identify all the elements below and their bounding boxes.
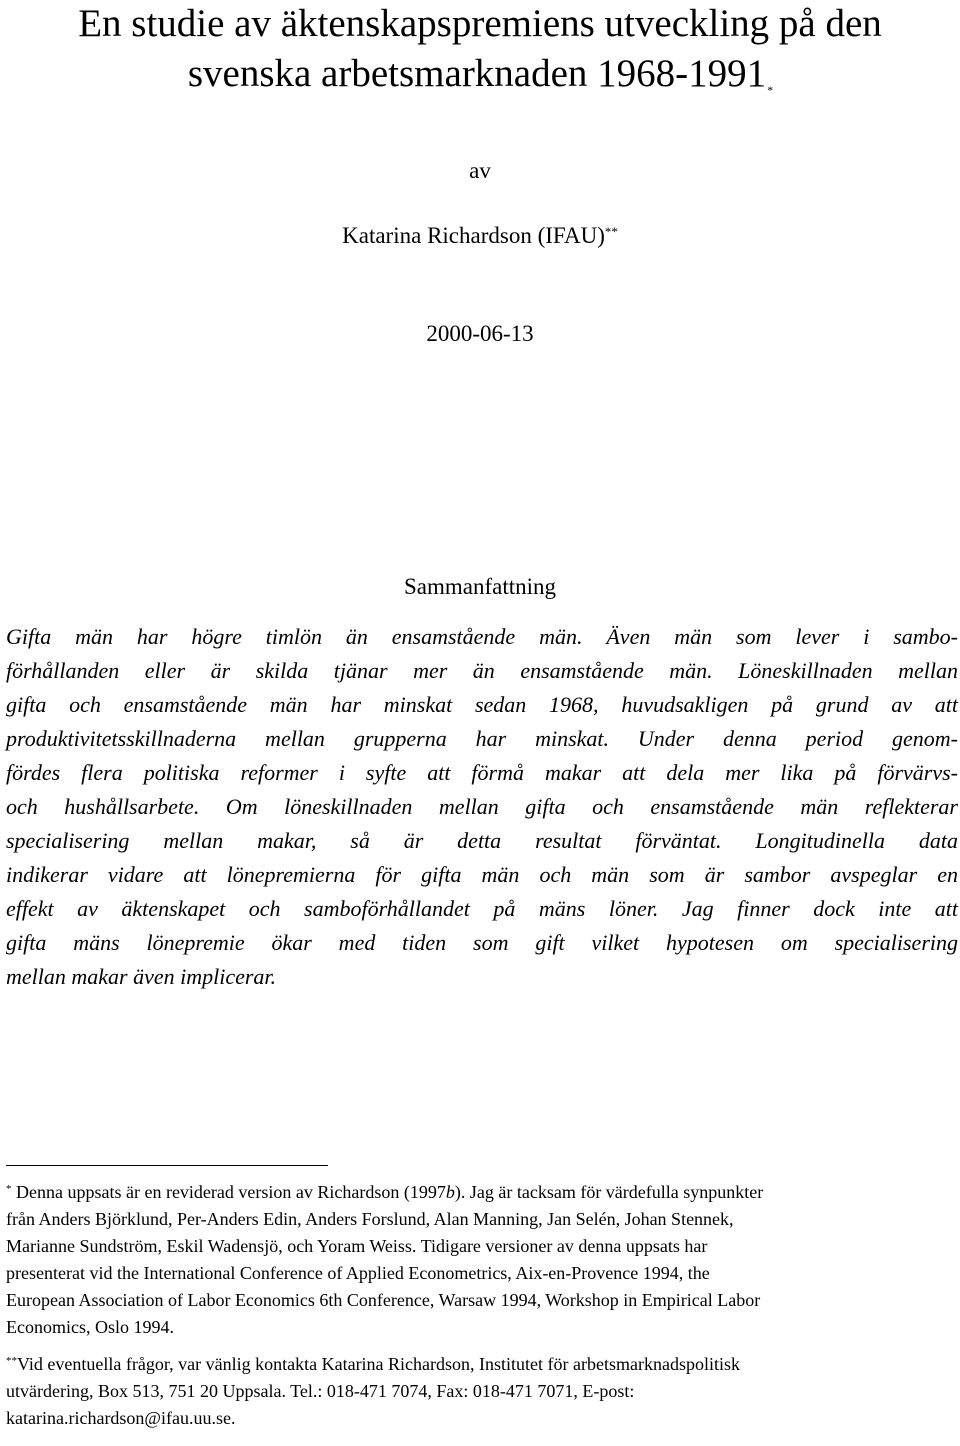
title-footnote-marker: * (767, 83, 774, 97)
footnote-1-line: presenterat vid the International Conference of Applied Econometrics, Aix-en-Provence 1994, the (6, 1263, 710, 1283)
footnote-1-line: från Anders Björklund, Per-Anders Edin, Anders Forslund, Alan Manning, Jan Selén, Johan Stennek, (6, 1209, 734, 1229)
footnote-1-line: European Association of Labor Economics 6th Conference, Warsaw 1994, Workshop in Empirical Labor (6, 1290, 761, 1310)
footnote-separator (6, 1165, 328, 1166)
byline-by: av (469, 158, 491, 183)
title-line-1-text: En studie av äktenskapspremiens utveckling på den (78, 2, 882, 45)
abstract-line: förhållanden eller är skilda tjänar mer än ensamstående män. Löneskillnaden mellan (6, 658, 958, 683)
footnote-1-text-italic: b (445, 1182, 455, 1202)
footnote-2-first-line (6, 1351, 956, 1378)
footnotes (6, 1179, 956, 1432)
title-line-2-text: svenska arbetsmarknaden 1968-1991 (187, 52, 767, 95)
publication-date: 2000-06-13 (426, 321, 534, 346)
summary-heading: Sammanfattning (403, 574, 557, 599)
author-name: Katarina Richardson (IFAU) (342, 223, 605, 248)
abstract-line: indikerar vidare att lönepremierna för gifta män och män som är sambor avspeglar en (6, 862, 958, 887)
author-line (0, 222, 960, 250)
footnote-1-marker: * (6, 1183, 12, 1195)
abstract-line: mellan makar även implicerar. (6, 964, 277, 989)
abstract-line: effekt av äktenskapet och samboförhållandet på mäns löner. Jag finner dock inte att (6, 896, 958, 921)
abstract-line: specialisering mellan makar, så är detta resultat förväntat. Longitudinella data (6, 828, 958, 853)
title-line-1 (0, 0, 960, 48)
summary-abstract (6, 620, 958, 994)
title-line-2 (0, 50, 960, 98)
footnote-1-line: Marianne Sundström, Eskil Wadensjö, och Yoram Weiss. Tidigare versioner av denna uppsats har (6, 1236, 708, 1256)
footnote-1-text-b: ). Jag är tacksam för värdefulla synpunkter (454, 1182, 764, 1202)
footnote-2-text: Vid eventuella frågor, var vänlig kontakta Katarina Richardson, Institutet för arbetsmarknadspolitisk (17, 1354, 740, 1374)
footnote-1-text-a: Denna uppsats är en reviderad version av Richardson (1997 (11, 1182, 446, 1202)
footnote-1-first-line (6, 1179, 956, 1206)
footnote-1-line: Economics, Oslo 1994. (6, 1317, 174, 1337)
footnote-2-line: utvärdering, Box 513, 751 20 Uppsala. Tel.: 018-471 7074, Fax: 018-471 7071, E-post: (6, 1381, 635, 1401)
abstract-line: fördes flera politiska reformer i syfte att förmå makar att dela mer lika på förvärvs- (6, 760, 958, 785)
author-footnote-marker: ** (604, 224, 618, 239)
abstract-line: och hushållsarbete. Om löneskillnaden mellan gifta och ensamstående män reflekterar (6, 794, 958, 819)
abstract-line: gifta mäns lönepremie ökar med tiden som gift vilket hypotesen om specialisering (6, 930, 958, 955)
abstract-line: gifta och ensamstående män har minskat sedan 1968, huvudsakligen på grund av att (6, 692, 958, 717)
footnote-2-email-line: katarina.richardson@ifau.uu.se. (6, 1408, 236, 1428)
footnote-gap (6, 1341, 956, 1351)
abstract-line: produktivitetsskillnaderna mellan grupperna har minskat. Under denna period genom- (6, 726, 958, 751)
footnote-2-marker: ** (6, 1355, 17, 1367)
abstract-line: Gifta män har högre timlön än ensamstående män. Även män som lever i sambo- (6, 624, 958, 649)
